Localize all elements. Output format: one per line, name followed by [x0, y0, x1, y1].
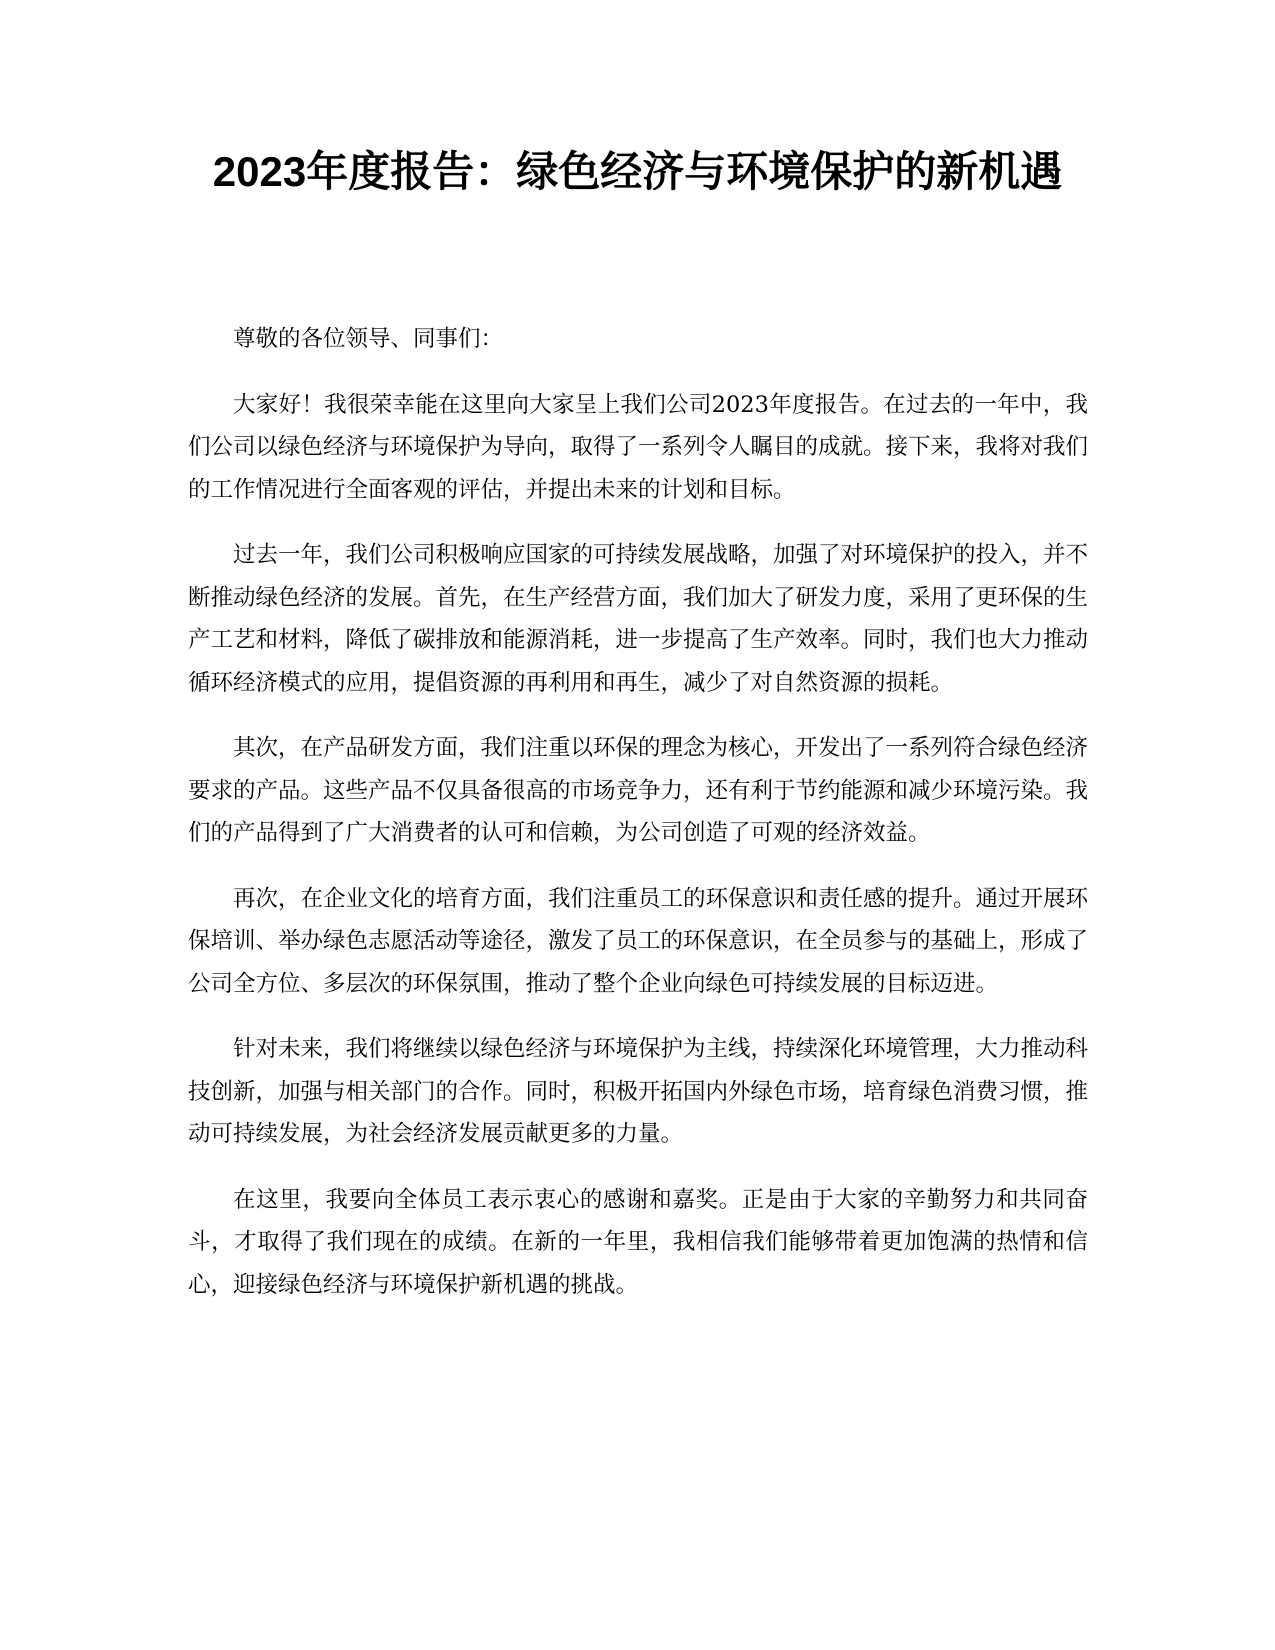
- body-paragraph: 大家好！我很荣幸能在这里向大家呈上我们公司2023年度报告。在过去的一年中，我们公司以绿色经济与环境保护为导向，取得了一系列令人瞩目的成就。接下来，我将对我们的工作情况进行全面客观的评估，并提出未来的计划和目标。: [188, 391, 1089, 503]
- document-title: 2023年度报告：绿色经济与环境保护的新机遇: [212, 148, 1063, 195]
- closing-paragraph: 在这里，我要向全体员工表示衷心的感谢和嘉奖。正是由于大家的辛勤努力和共同奋斗，才取得了我们现在的成绩。在新的一年里，我相信我们能够带着更加饱满的热情和信心，迎接绿色经济与环境保护新机遇的挑战。: [188, 1186, 1088, 1298]
- salutation-paragraph: 尊敬的各位领导、同事们：: [233, 326, 504, 352]
- body-paragraph: 针对未来，我们将继续以绿色经济与环境保护为主线，持续深化环境管理，大力推动科技创新，加强与相关部门的合作。同时，积极开拓国内外绿色市场，培育绿色消费习惯，推动可持续发展，为社会经济发展贡献更多的力量。: [188, 1036, 1089, 1147]
- body-paragraph: 再次，在企业文化的培育方面，我们注重员工的环保意识和责任感的提升。通过开展环保培训、举办绿色志愿活动等途径，激发了员工的环保意识，在全员参与的基础上，形成了公司全方位、多层次的环保氛围，推动了整个企业向绿色可持续发展的目标迈进。: [188, 885, 1089, 997]
- document-body: [188, 318, 1088, 1329]
- body-paragraph: 其次，在产品研发方面，我们注重以环保的理念为核心，开发出了一系列符合绿色经济要求的产品。这些产品不仅具备很高的市场竞争力，还有利于节约能源和减少环境污染。我们的产品得到了广大消费者的认可和信赖，为公司创造了可观的经济效益。: [188, 735, 1089, 846]
- body-paragraph: 过去一年，我们公司积极响应国家的可持续发展战略，加强了对环境保护的投入，并不断推动绿色经济的发展。首先，在生产经营方面，我们加大了研发力度，采用了更环保的生产工艺和材料，降低了碳排放和能源消耗，进一步提高了生产效率。同时，我们也大力推动循环经济模式的应用，提倡资源的再利用和再生，减少了对自然资源的损耗。: [188, 542, 1089, 696]
